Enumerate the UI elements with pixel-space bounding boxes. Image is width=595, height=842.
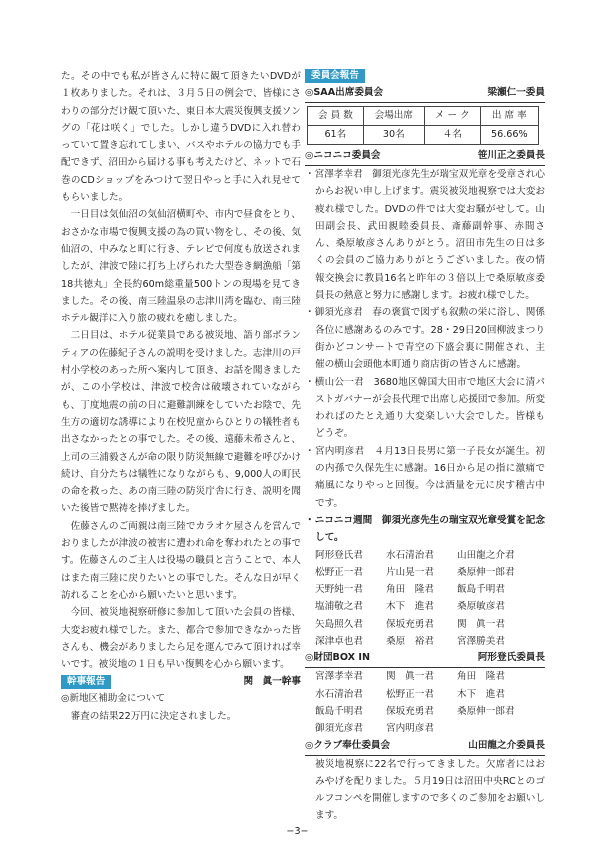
name-row [305,720,545,737]
attendance-header-makeup: メ ー ク [424,107,480,126]
committee-report-tag: 委員会報告 [305,69,365,83]
saa-committee-name: ◎SAA出席委員会 [305,87,384,98]
member-name: 宮内明彦君 [386,723,434,735]
attendance-value-row [308,126,539,145]
niko-committee-chair: 笹川正之委員長 [477,150,545,161]
attendance-table [307,106,539,145]
member-name: 宮澤孝幸君 [315,671,363,683]
paragraph-1: た。その中でも私が皆さんに特に観て頂きたいDVDが１枚ありました。それは、３月５日の例会で、皆様にさわりの部分だけ観て頂いた、東日本大震災復興支援ソングの「花は咲く」でした。しかし違うDVDに入れ替わっていて置き忘れてしまい、バスやホテルの協力でも手配できず、沼田から届ける事も考えたけど、ネットで石巻のCDショップをみつけて翌日やっと手に入れ見せてもらいました。 [61,71,301,204]
niko-item: ・宮澤孝幸君 御須光彦先生が瑞宝双光章を受章され心からお祝い申し上げます。震災被災地視察では大変お疲れ様でした。DVDの件では大変お騒がせして。山田副会長、武田親睦委員長、斎藤副幹事、赤間さん、桑原敏彦さんありがとう。沼田市先生の日は多くの会員のご協力ありがとうございました。夜の情報交換会に教員16名と昨年の３倍以上で桑原敏彦委員長の熱意と努力に感謝します。お疲れ様でした。 [305,169,545,302]
attendance-header-present: 会場出席 [363,107,424,126]
attendance-header-members: 会 員 数 [308,107,364,126]
niko-item: ・横山公一君 3680地区韓国大田市で地区大会に清パストガバナーが会長代理で出席し応援団で参加。所変わればのたとえ通り大変楽しい大会でした。皆様もどうぞ。 [305,376,545,440]
name-row [305,668,545,685]
member-name: 塩浦敬之君 [315,601,363,613]
member-name: 桑原伸一郎君 [457,566,515,578]
member-name: 御須光彦君 [315,723,363,735]
page-number: −3− [286,826,309,837]
niko-week-title: ・ニコニコ週間 御須光彦先生の瑞宝双光章受賞を記念して。 [305,514,545,544]
member-name: 宮澤勝美君 [457,636,505,648]
niko-committee-name: ◎ニコニコ委員会 [305,150,381,161]
member-name: 深津卓也君 [315,636,363,648]
saa-committee-chair: 梁瀬仁一委員 [487,87,545,98]
paragraph-5: 今回、被災地視察研修に参加して頂いた会員の皆様、大変お疲れ様でした。また、都合で参加できなかった皆さんも、機会がありましたら足を運んでみて頂ければ幸いです。被災地の１日も早い復興を心から願います。 [61,607,301,671]
paragraph-4: 佐藤さんのご両親は南三陸でカラオケ屋さんを営んでおりましたが津波の被害に遭われ命を奪われたとの事です。佐藤さんのご主人は役場の職員と言うことで、本人はまた南三陸に戻りたいとの事でした。そんな日が早く訪れることを心から願いたいと思います。 [61,520,301,601]
attendance-header-rate: 出 席 率 [480,107,538,126]
member-name: 関 眞一君 [457,618,505,630]
member-name: 矢島照久君 [315,618,363,630]
member-name: 山田龍之介君 [457,549,515,561]
saa-committee-header [305,85,545,103]
member-name: 関 眞一君 [386,671,434,683]
member-name [457,720,528,737]
member-name: 片山晃一君 [386,566,434,578]
niko-item: ・御須光彦君 春の褒賞で図ずも叙勲の栄に浴し、関係各位に感謝あるのみです。28・29日20回柳波まつり街かどコンサートで青空の下盛会裏に開催され、主催の横山会頭他本町通り商店街の皆さんに感謝。 [305,307,545,371]
attendance-makeup: ４名 [424,126,480,145]
paragraph-3: 二日目は、ホテル従業員である被災地、語り部ボランティアの佐藤紀子さんの説明を受けました。志津川の戸村小学校のあった所へ案内して頂き、お話を聞きましたが、この小学校は、津波で校舎は破壊されていながらも、丁度地震の前の日に避難訓練をしていたお陰で、先生方の適切な誘導により在校児童からひとりの犠牲者も出さなかったとの事でした。その後、遠藤未希さんと、上司の三浦毅さんが命の限り防災無線で避難を呼びかけ続け、自分たちは犠牲になりながらも、9,000人の町民の命を救った、あの南三陸の防災庁舎に行き、説明を聞いた後皆で黙祷を捧げました。 [61,330,301,515]
member-name: 水石清治君 [315,688,363,700]
name-row [305,703,545,720]
club-committee-name: ◎クラブ奉仕委員会 [305,739,391,751]
left-column [61,68,301,725]
club-committee-text: 被災地視察に22名で行ってきました。欠席者にはおみやげを配りました。５月19日は沼田中央RCとのゴルフコンペを開催しますので多くのご参加をお願いします。 [315,758,545,822]
attendance-present: 30名 [363,126,424,145]
subsidy-title: ◎新地区補助金について [61,693,166,705]
name-row [305,686,545,703]
niko-item: ・宮内明彦君 ４月13日長男に第一子長女が誕生。初の内孫で久保先生に感謝。16日から足の指に激痛で痛風になりやっと回復。今は酒量を元に戻す稽古中です。 [305,445,545,509]
box-names [305,668,545,737]
name-row [305,581,545,598]
secretary-name: 関 眞一幹事 [243,676,301,688]
name-row [305,616,545,633]
secretary-report-tag: 幹事報告 [61,675,111,689]
member-name: 木下 進君 [386,601,434,613]
member-name: 保坂充勇君 [386,618,434,630]
paragraph-2: 一日目は気仙沼の気仙沼横町や、市内で昼食をとり、おさかな市場で復興支援の為の買い物をし、その後、気仙沼の、中みなと町に行き、テレビで何度も放送されましたが、津波で陸に打ち上げられた大型巻き網漁船「第18共徳丸」全長約60m総重量500トンの現場を見てきました。その後、南三陸温泉の志津川湾を臨む、南三陸ホテル観洋に入り旅の疲れを癒しました。 [61,209,301,325]
member-name: 松野正一君 [315,566,363,578]
member-name: 桑原敏彦君 [457,601,505,613]
club-committee-chair: 山田龍之介委員長 [468,739,545,751]
member-name: 保坂充勇君 [386,705,434,717]
club-committee-header [305,738,545,756]
niko-committee-header [305,148,545,166]
member-name: 天野純一君 [315,584,363,596]
attendance-rate: 56.66% [480,126,538,145]
name-row [305,598,545,615]
member-name: 飯島千明君 [457,584,505,596]
member-name: 松野正一君 [386,688,434,700]
secretary-report-header [61,673,301,690]
member-name: 桑原 裕君 [386,636,434,648]
member-name: 桑原伸一郎君 [457,705,515,717]
box-committee-header [305,650,545,668]
member-name: 水石清治君 [386,549,434,561]
committee-report-header [305,68,545,83]
member-name: 木下 進君 [457,688,505,700]
right-column [305,68,545,825]
name-row [305,633,545,650]
member-name: 阿形登氏君 [315,549,363,561]
niko-week-names [305,547,545,651]
subsidy-text: 審査の結果22万円に決定されました。 [70,710,237,722]
name-row [305,564,545,581]
member-name: 角田 隆君 [386,584,434,596]
attendance-header-row [308,107,539,126]
box-committee-chair: 阿形登氏委員長 [477,652,545,664]
name-row [305,547,545,564]
box-committee-name: ◎財団BOX IN [305,652,371,664]
attendance-members: 61名 [308,126,364,145]
member-name: 角田 隆君 [457,671,505,683]
member-name: 飯島千明君 [315,705,363,717]
